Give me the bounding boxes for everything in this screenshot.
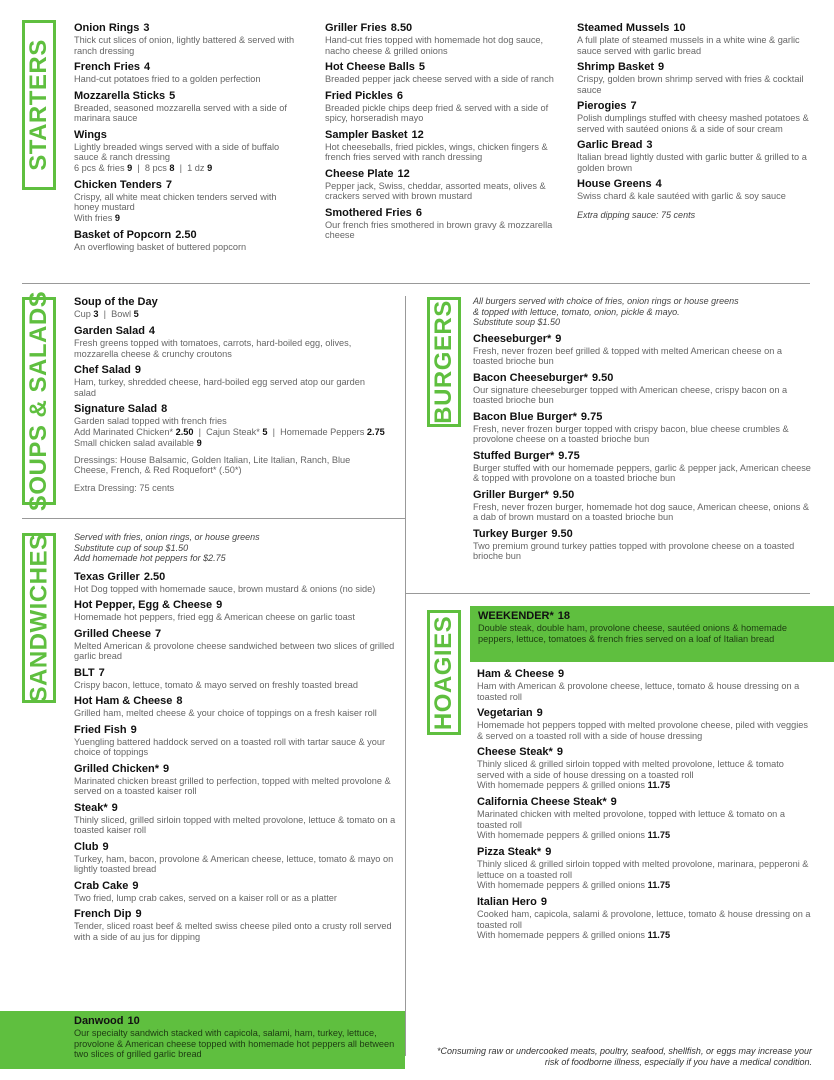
item-desc: Homemade hot peppers, fried egg & American cheese on garlic toast	[74, 612, 355, 622]
item-name: Danwood	[74, 1015, 124, 1027]
item-name: Wings	[74, 128, 107, 141]
item-desc: Fresh, never frozen burger topped with crispy bacon, blue cheese crumbles & provolone cheese on a toasted brioche bun	[473, 423, 789, 444]
item-name: French Dip	[74, 908, 132, 920]
menu-item	[473, 528, 813, 562]
item-name: Garden Salad	[74, 325, 145, 337]
item-desc: Ham with American & provolone cheese, lettuce, tomato & house dressing on a toasted roll	[477, 681, 800, 702]
item-name: Club	[74, 840, 99, 853]
menu-item	[74, 667, 396, 691]
menu-item	[325, 168, 560, 202]
item-name: Grilled Cheese	[74, 627, 152, 640]
featured-item-danwood	[0, 1011, 405, 1069]
item-desc: Italian bread lightly dusted with garlic butter & grilled to a golden brown	[577, 152, 807, 173]
starters-col-3	[577, 22, 812, 220]
item-name: Signature Salad	[74, 403, 158, 415]
item-price: 12	[411, 128, 424, 141]
menu-item	[473, 333, 813, 367]
item-name: Shrimp Basket	[577, 61, 655, 73]
item-price: 3	[646, 139, 653, 151]
item-name: Bacon Cheeseburger*	[473, 371, 588, 384]
item-options: With homemade peppers & grilled onions 11.75	[477, 830, 671, 840]
item-desc: Homemade hot peppers topped with melted provolone cheese, piled with veggies & served on a toasted roll with a side of house dressing	[477, 720, 808, 741]
item-name: Mozzarella Sticks	[74, 89, 166, 102]
sandwiches-note: Add homemade hot peppers for $2.75	[74, 553, 226, 563]
starters-col-1	[74, 22, 304, 257]
menu-item	[74, 841, 396, 875]
item-name: Grilled Chicken*	[74, 762, 159, 775]
menu-item	[74, 364, 386, 398]
menu-item	[74, 325, 386, 359]
item-price: 9	[545, 846, 552, 858]
item-price: 10	[127, 1015, 140, 1027]
item-desc: Thinly sliced & grilled sirloin topped with melted provolone, marinara, pepperoni & lettuce on a toasted roll	[477, 859, 809, 880]
item-name: Garlic Bread	[577, 139, 643, 151]
item-options: With fries 9	[74, 212, 120, 223]
item-desc: Lightly breaded wings served with a side of buffalo sauce & ranch dressing	[74, 141, 280, 162]
item-name: Bacon Blue Burger*	[473, 410, 577, 423]
menu-item	[473, 372, 813, 406]
item-desc: Burger stuffed with our homemade peppers, garlic & pepper jack, American cheese & topped with provolone on a toasted brioche bun	[473, 462, 811, 483]
divider-vertical	[405, 296, 406, 1056]
item-desc: Fresh, never frozen burger, homemade hot dog sauce, American cheese, onions & a dab of brown mustard on a toasted brioche bun	[473, 501, 810, 522]
item-name: BLT	[74, 666, 95, 679]
soups-salads-title: SOUPS & SALADS	[25, 290, 52, 512]
starters-title: STARTERS	[25, 39, 52, 171]
item-desc: Marinated chicken breast grilled to perfection, topped with melted provolone & served on a toasted kaiser roll	[74, 775, 391, 796]
section-label-starters	[22, 20, 56, 190]
item-price: 9.75	[558, 449, 580, 462]
foodborne-illness-disclaimer: *Consuming raw or undercooked meats, poultry, seafood, shellfish, or eggs may increase your risk of foodborne illness, especially if you have a medical condition.	[436, 1046, 812, 1067]
item-name: Griller Fries	[325, 22, 387, 34]
item-price: 2.50	[143, 570, 166, 583]
item-name: Fried Fish	[74, 723, 127, 736]
item-desc: Hot Dog topped with homemade sauce, brown mustard & onions (no side)	[74, 583, 376, 594]
item-name: Onion Rings	[74, 22, 140, 34]
item-price: 9	[135, 908, 142, 920]
item-price: 18	[557, 610, 571, 622]
item-price: 9	[102, 840, 109, 853]
item-desc: Breaded, seasoned mozzarella served with a side of marinara sauce	[74, 102, 287, 123]
hoagies-title: HOAGIES	[430, 615, 457, 730]
extra-dressing-note: Extra Dressing: 75 cents	[74, 482, 175, 493]
menu-item	[74, 90, 304, 124]
item-name: Pierogies	[577, 100, 627, 112]
starters-col-2	[325, 22, 560, 246]
item-name: Cheeseburger*	[473, 332, 552, 345]
section-label-sandwiches	[22, 533, 56, 703]
menu-item	[74, 129, 304, 174]
item-name: Sampler Basket	[325, 128, 408, 141]
item-price: 2.50	[175, 228, 197, 241]
item-options: With homemade peppers & grilled onions 11.75	[477, 930, 671, 940]
item-desc: Fresh, never frozen beef grilled & topped with melted American cheese on a toasted brioche bun	[473, 345, 782, 366]
menu-item	[74, 802, 396, 836]
item-name: California Cheese Steak*	[477, 796, 607, 808]
menu-item	[325, 129, 560, 163]
item-desc: Our signature cheeseburger topped with American cheese, crispy bacon on a toasted brioche bun	[473, 384, 788, 405]
burgers-note: Substitute soup $1.50	[473, 317, 561, 327]
item-desc: Thinly sliced & grilled sirloin topped with melted provolone, lettuce & tomato served with a side of house dressing on a toasted roll	[477, 759, 784, 780]
menu-item	[477, 846, 813, 891]
menu-item	[577, 139, 812, 173]
menu-item	[74, 908, 396, 942]
item-price: 8.50	[390, 22, 413, 34]
item-price: 9.75	[580, 410, 603, 423]
item-name: French Fries	[74, 61, 141, 73]
item-desc: Thinly sliced, grilled sirloin topped with melted provolone, lettuce & tomato on a toasted kaiser roll	[74, 814, 396, 835]
item-name: Fried Pickles	[325, 89, 393, 102]
item-name: Hot Ham & Cheese	[74, 695, 173, 707]
item-name: Soup of the Day	[74, 296, 158, 308]
menu-item	[74, 403, 386, 449]
menu-item	[473, 450, 813, 484]
burgers-note: & topped with lettuce, tomato, onion, pickle & mayo.	[473, 306, 680, 317]
menu-item	[74, 880, 396, 904]
item-price: 9	[555, 332, 562, 345]
item-desc: Our french fries smothered in brown gravy & mozzarella cheese	[325, 219, 553, 240]
section-label-burgers	[427, 297, 461, 427]
item-desc: Thick cut slices of onion, lightly battered & served with ranch dressing	[74, 35, 295, 56]
menu-item	[477, 746, 813, 791]
menu-item	[74, 179, 304, 224]
item-name: Italian Hero	[477, 896, 537, 908]
item-price: 9	[130, 723, 137, 736]
menu-item	[325, 207, 560, 241]
item-name: Ham & Cheese	[477, 668, 555, 680]
item-desc: Pepper jack, Swiss, cheddar, assorted meats, olives & crackers served with brown mustard	[325, 180, 546, 201]
divider-starters	[22, 283, 810, 284]
item-name: Smothered Fries	[325, 206, 412, 219]
item-options: Add Marinated Chicken* 2.50 | Cajun Steak* 5 | Homemade Peppers 2.75	[74, 426, 385, 437]
item-desc: Hot cheeseballs, fried pickles, wings, chicken fingers & french fries served with ranch dressing	[325, 141, 548, 162]
item-price: 5	[418, 61, 425, 73]
menu-item	[473, 489, 813, 523]
item-price: 9.50	[552, 488, 575, 501]
item-price: 9	[134, 364, 141, 376]
item-price: 7	[630, 100, 637, 112]
item-name: Hot Cheese Balls	[325, 61, 415, 73]
item-desc: Polish dumplings stuffed with cheesy mashed potatoes & served with sautéed onions & a side of sour cream	[577, 113, 809, 134]
item-price: 9	[132, 879, 139, 892]
item-options: With homemade peppers & grilled onions 11.75	[477, 780, 671, 790]
burgers-col	[473, 296, 813, 567]
section-label-soups-salads	[22, 290, 56, 512]
section-label-hoagies	[427, 610, 461, 735]
menu-item	[325, 61, 560, 85]
menu-item	[577, 178, 812, 202]
divider-soups	[22, 518, 405, 519]
item-desc: Marinated chicken with melted provolone, topped with lettuce & tomato on a toasted roll	[477, 809, 785, 830]
item-desc: Crispy, all white meat chicken tenders served with honey mustard	[74, 191, 277, 212]
menu-item	[577, 100, 812, 134]
item-name: Vegetarian	[477, 707, 533, 719]
sandwiches-note: Substitute cup of soup $1.50	[74, 542, 189, 553]
dipping-sauce-note: Extra dipping sauce: 75 cents	[577, 209, 696, 220]
item-price: 12	[397, 167, 410, 180]
item-price: 9	[536, 707, 543, 719]
sandwiches-title: SANDWICHES	[25, 533, 53, 703]
item-desc: Crispy, golden brown shrimp served with fries & cocktail sauce	[577, 74, 804, 95]
item-name: Griller Burger*	[473, 488, 549, 501]
menu-item	[477, 707, 813, 741]
menu-item	[477, 896, 813, 941]
burgers-note: All burgers served with choice of fries, onion rings or house greens	[473, 296, 739, 306]
menu-item	[477, 796, 813, 841]
item-desc: Two premium ground turkey patties topped with provolone cheese on a toasted brioche bun	[473, 540, 795, 561]
menu-item	[577, 22, 812, 56]
item-name: Crab Cake	[74, 879, 129, 892]
item-name: WEEKENDER*	[478, 610, 554, 622]
menu-item	[477, 668, 813, 702]
item-price: 4	[148, 325, 156, 337]
item-options: Small chicken salad available 9	[74, 437, 202, 448]
menu-item	[74, 695, 396, 719]
item-name: Cheese Steak*	[477, 746, 553, 758]
item-name: Stuffed Burger*	[473, 449, 555, 462]
dressings-list: Dressings: House Balsamic, Golden Italian, Lite Italian, Ranch, Blue Cheese, French, & Red Roquefort* (.50*)	[74, 454, 351, 475]
menu-item	[577, 61, 812, 95]
item-price: 8	[176, 695, 183, 707]
menu-item	[473, 411, 813, 445]
item-price: 6	[396, 89, 403, 102]
item-options: With homemade peppers & grilled onions 11.75	[477, 880, 671, 890]
item-price: 9	[558, 668, 565, 680]
item-price: 9	[658, 61, 665, 73]
item-desc: Garden salad topped with french fries	[74, 416, 227, 426]
menu-item	[74, 724, 396, 758]
item-desc: A full plate of steamed mussels in a white wine & garlic sauce served with garlic bread	[577, 35, 800, 56]
item-price: 9	[540, 896, 548, 908]
item-desc: Crispy bacon, lettuce, tomato & mayo served on freshly toasted bread	[74, 679, 358, 690]
item-desc: Yuengling battered haddock served on a toasted roll with tartar sauce & your choice of toppings	[74, 736, 386, 757]
item-desc: Two fried, lump crab cakes, served on a kaiser roll or as a platter	[74, 892, 337, 903]
item-price: 10	[673, 22, 686, 34]
menu-item	[74, 571, 396, 595]
item-desc: Swiss chard & kale sautéed with garlic & soy sauce	[577, 191, 786, 201]
item-price: 7	[165, 178, 172, 191]
item-desc: Turkey, ham, bacon, provolone & American cheese, lettuce, tomato & mayo on lightly toasted bread	[74, 853, 394, 874]
item-desc: An overflowing basket of buttered popcorn	[74, 241, 247, 252]
item-desc: Fresh greens topped with tomatoes, carrots, hard-boiled egg, olives, mozzarella cheese & crunchy croutons	[74, 338, 352, 359]
item-desc: Double steak, double ham, provolone cheese, sautéed onions & homemade peppers, lettuce, tomatoes & french fries served on a loaf of Italian bread	[478, 623, 788, 644]
item-desc: Cooked ham, capicola, salami & provolone, lettuce, tomato & house dressing on a toasted roll	[477, 909, 811, 930]
item-desc: Hand-cut fries topped with homemade hot dog sauce, nacho cheese & grilled onions	[325, 35, 544, 56]
item-name: Cheese Plate	[325, 167, 394, 180]
item-name: Steamed Mussels	[577, 22, 670, 34]
item-price: 4	[655, 178, 662, 190]
item-desc: Our specialty sandwich stacked with capicola, salami, ham, turkey, lettuce, provolone & American cheese topped with homemade hot peppers all between two slices of grilled garlic bread	[74, 1028, 395, 1059]
item-price: 8	[161, 403, 168, 415]
item-price: 6	[415, 206, 422, 219]
item-desc: Breaded pepper jack cheese served with a side of ranch	[325, 74, 554, 84]
item-desc: Melted American & provolone cheese sandwiched between two slices of grilled garlic bread	[74, 640, 395, 661]
item-name: House Greens	[577, 178, 652, 190]
soups-salads-col	[74, 296, 386, 493]
item-price: 9	[111, 801, 118, 814]
item-name: Pizza Steak*	[477, 846, 542, 858]
item-price: 9	[556, 746, 563, 758]
menu-item	[74, 296, 386, 320]
item-desc: Grilled ham, melted cheese & your choice of toppings on a fresh kaiser roll	[74, 708, 377, 718]
menu-item	[74, 229, 304, 253]
item-price: 4	[144, 61, 151, 73]
item-desc: Tender, sliced roast beef & melted swiss cheese piled onto a crusty roll served with a side of au jus for dipping	[74, 921, 392, 942]
item-name: Steak*	[74, 801, 108, 814]
item-price: 5	[169, 89, 176, 102]
item-name: Chicken Tenders	[74, 178, 162, 191]
item-price: 7	[155, 627, 162, 640]
item-price: 9	[610, 796, 617, 808]
hoagies-col	[477, 668, 813, 946]
item-options: Cup 3 | Bowl 5	[74, 309, 139, 319]
item-desc: Ham, turkey, shredded cheese, hard-boiled egg served atop our garden salad	[74, 377, 365, 398]
sandwiches-col	[74, 532, 396, 947]
item-name: Basket of Popcorn	[74, 228, 172, 241]
item-price: 9	[216, 599, 223, 611]
item-options: 6 pcs & fries 9 | 8 pcs 8 | 1 dz 9	[74, 162, 213, 173]
menu-item	[74, 599, 396, 623]
item-desc: Breaded pickle chips deep fried & served with a side of spicy, horseradish mayo	[325, 102, 549, 123]
item-name: Hot Pepper, Egg & Cheese	[74, 599, 213, 611]
burgers-title: BURGERS	[430, 300, 458, 424]
featured-item-weekender	[470, 606, 834, 662]
divider-burgers	[405, 593, 810, 594]
menu-item	[74, 61, 304, 85]
menu-item	[325, 90, 560, 124]
item-name: Texas Griller	[74, 570, 140, 583]
item-name: Turkey Burger	[473, 527, 548, 540]
item-price: 9.50	[551, 527, 573, 540]
sandwiches-note: Served with fries, onion rings, or house greens	[74, 532, 260, 542]
item-price: 3	[143, 22, 150, 34]
menu-item	[325, 22, 560, 56]
menu-item	[74, 628, 396, 662]
item-price: 9.50	[591, 371, 614, 384]
item-price: 7	[98, 666, 105, 679]
item-desc: Hand-cut potatoes fried to a golden perfection	[74, 74, 261, 84]
item-price: 9	[162, 762, 170, 775]
menu-item	[74, 763, 396, 797]
menu-item	[74, 22, 304, 56]
item-name: Chef Salad	[74, 364, 131, 376]
